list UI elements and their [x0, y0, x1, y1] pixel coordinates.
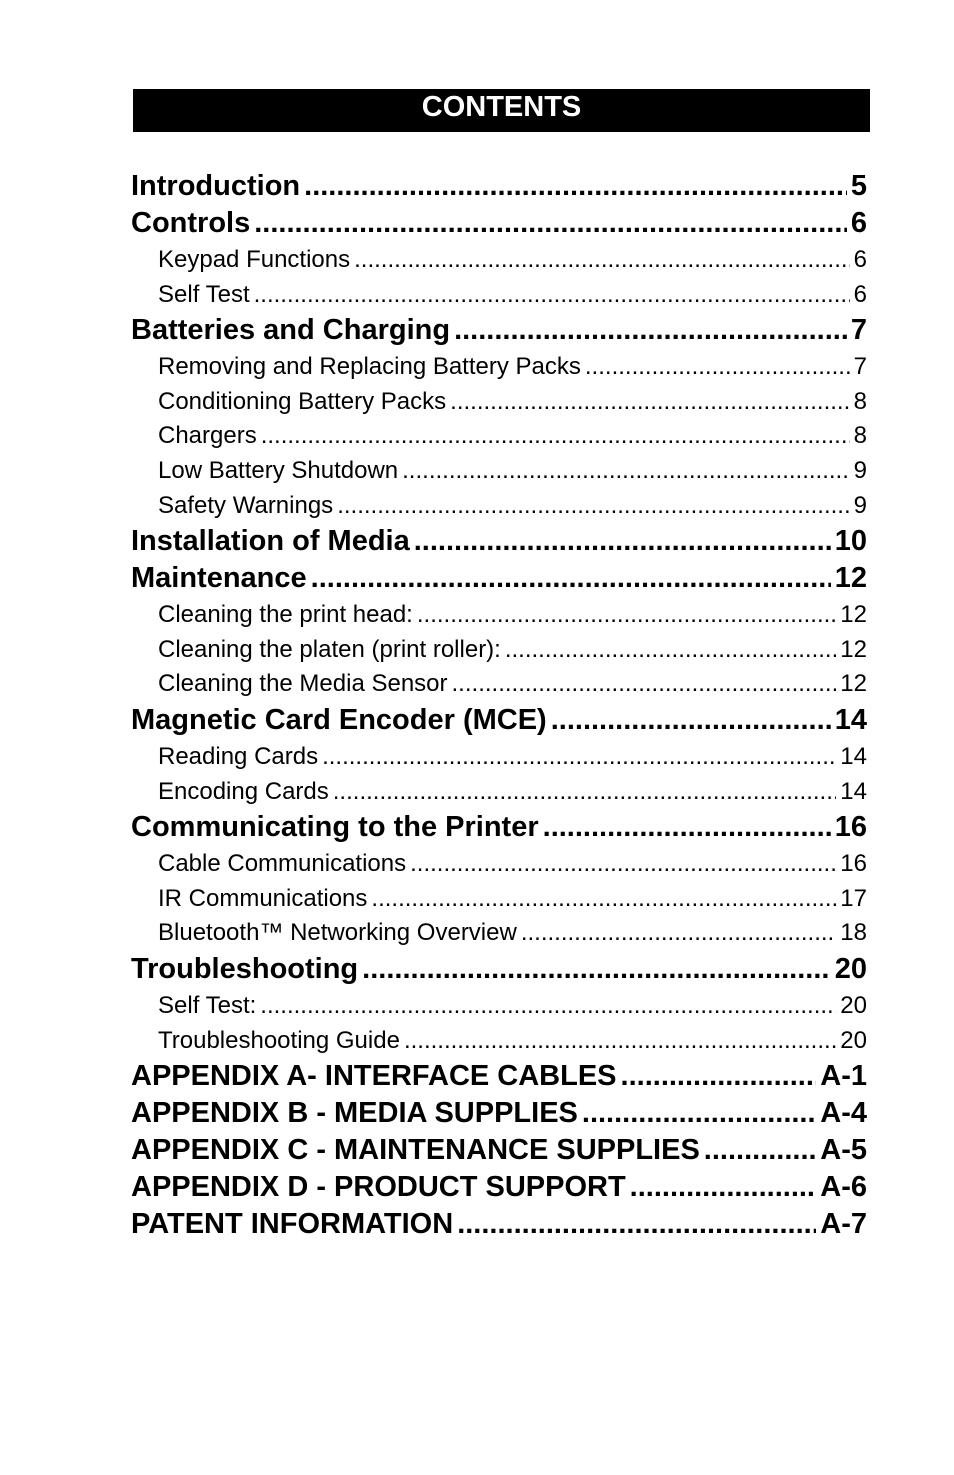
toc-entry-page-number: A-4 [820, 1097, 867, 1130]
toc-entry-label: Installation of Media [131, 525, 410, 558]
dot-leader [254, 205, 847, 242]
toc-subsection-entry [131, 882, 867, 917]
toc-entry-page-number: 6 [853, 280, 867, 308]
toc-subsection-entry [131, 775, 867, 810]
dot-leader [333, 775, 837, 810]
dot-leader [322, 740, 836, 775]
toc-entry-label: Introduction [131, 170, 301, 202]
toc-entry-page-number: 7 [853, 353, 867, 381]
dot-leader [261, 419, 850, 454]
toc-entry-page-number: A-7 [820, 1208, 867, 1241]
toc-section-entry [131, 951, 867, 988]
toc-entry-page-number: 17 [840, 884, 867, 912]
toc-entry-page-number: 10 [834, 525, 867, 558]
toc-entry-label: APPENDIX B - MEDIA SUPPLIES [131, 1097, 578, 1130]
toc-entry-label: Cable Communications [158, 850, 407, 878]
dot-leader [414, 523, 831, 560]
toc-entry-page-number: A-5 [820, 1134, 867, 1167]
toc-entry-page-number: 12 [840, 670, 867, 698]
dot-leader [454, 312, 847, 349]
toc-subsection-entry [131, 667, 867, 702]
toc-entry-label: PATENT INFORMATION [131, 1208, 454, 1241]
toc-subsection-entry [131, 243, 867, 278]
dot-leader [457, 1206, 816, 1243]
toc-entry-page-number: 14 [834, 703, 867, 736]
toc-entry-label: Troubleshooting [131, 952, 359, 985]
contents-heading: CONTENTS [133, 89, 870, 132]
dot-leader [304, 168, 847, 205]
dot-leader [585, 350, 850, 385]
toc-entry-label: APPENDIX C - MAINTENANCE SUPPLIES [131, 1134, 700, 1167]
toc-section-entry [131, 1095, 867, 1132]
dot-leader [704, 1132, 816, 1169]
toc-section-entry [131, 168, 867, 205]
toc-entry-page-number: 9 [853, 456, 867, 484]
toc-entry-label: Removing and Replacing Battery Packs [158, 353, 581, 381]
table-of-contents [131, 168, 867, 1243]
toc-entry-page-number: 12 [834, 562, 867, 595]
toc-entry-label: IR Communications [158, 884, 368, 912]
toc-subsection-entry [131, 419, 867, 454]
toc-section-entry [131, 702, 867, 739]
toc-entry-label: Cleaning the print head: [158, 601, 413, 629]
toc-entry-page-number: 12 [840, 635, 867, 663]
toc-entry-page-number: 12 [840, 601, 867, 629]
toc-entry-label: Troubleshooting Guide [158, 1026, 400, 1054]
toc-entry-label: Controls [131, 207, 251, 239]
dot-leader [521, 916, 836, 951]
toc-entry-label: Keypad Functions [158, 246, 351, 273]
toc-section-entry [131, 205, 867, 242]
toc-entry-label: Low Battery Shutdown [158, 456, 399, 484]
dot-leader [260, 989, 836, 1024]
dot-leader [254, 278, 850, 313]
toc-section-entry [131, 1206, 867, 1243]
dot-leader [543, 809, 831, 846]
dot-leader [551, 702, 831, 739]
toc-entry-page-number: 20 [834, 952, 867, 985]
dot-leader [417, 598, 836, 633]
dot-leader [505, 633, 836, 668]
toc-subsection-entry [131, 598, 867, 633]
dot-leader [450, 385, 849, 420]
toc-entry-label: Conditioning Battery Packs [158, 387, 447, 415]
toc-subsection-entry [131, 454, 867, 489]
toc-entry-page-number: 16 [840, 850, 867, 878]
dot-leader [452, 667, 837, 702]
toc-subsection-entry [131, 278, 867, 313]
toc-subsection-entry [131, 489, 867, 524]
toc-entry-page-number: 7 [850, 314, 867, 347]
toc-entry-page-number: 14 [840, 777, 867, 805]
dot-leader [362, 951, 831, 988]
toc-subsection-entry [131, 350, 867, 385]
toc-entry-page-number: A-1 [820, 1060, 867, 1093]
toc-entry-label: Magnetic Card Encoder (MCE) [131, 703, 547, 736]
toc-entry-page-number: 6 [850, 207, 867, 239]
toc-entry-label: Reading Cards [158, 742, 319, 770]
toc-entry-label: Cleaning the Media Sensor [158, 670, 448, 698]
toc-entry-label: APPENDIX A- INTERFACE CABLES [131, 1060, 617, 1093]
toc-entry-page-number: 20 [840, 991, 867, 1019]
toc-subsection-entry [131, 385, 867, 420]
toc-entry-page-number: A-6 [820, 1171, 867, 1204]
toc-section-entry [131, 1132, 867, 1169]
toc-entry-page-number: 6 [853, 246, 867, 273]
toc-entry-label: Cleaning the platen (print roller): [158, 635, 501, 663]
toc-section-entry [131, 1058, 867, 1095]
toc-subsection-entry [131, 916, 867, 951]
toc-entry-label: Safety Warnings [158, 491, 334, 519]
toc-section-entry [131, 1169, 867, 1206]
dot-leader [410, 847, 836, 882]
toc-entry-page-number: 9 [853, 491, 867, 519]
toc-section-entry [131, 560, 867, 597]
toc-entry-label: APPENDIX D - PRODUCT SUPPORT [131, 1171, 626, 1204]
toc-entry-page-number: 8 [853, 422, 867, 450]
toc-entry-label: Self Test: [158, 991, 257, 1019]
toc-entry-page-number: 14 [840, 742, 867, 770]
dot-leader [404, 1024, 836, 1059]
dot-leader [630, 1169, 817, 1206]
toc-subsection-entry [131, 633, 867, 668]
toc-section-entry [131, 809, 867, 846]
toc-entry-label: Batteries and Charging [131, 314, 451, 347]
dot-leader [337, 489, 849, 524]
toc-subsection-entry [131, 847, 867, 882]
toc-entry-page-number: 18 [840, 919, 867, 947]
toc-entry-page-number: 5 [850, 170, 867, 202]
toc-section-entry [131, 523, 867, 560]
dot-leader [311, 560, 831, 597]
toc-section-entry [131, 312, 867, 349]
toc-entry-label: Encoding Cards [158, 777, 329, 805]
toc-entry-label: Bluetooth™ Networking Overview [158, 919, 517, 947]
dot-leader [582, 1095, 816, 1132]
toc-subsection-entry [131, 740, 867, 775]
toc-entry-label: Maintenance [131, 562, 307, 595]
toc-subsection-entry [131, 989, 867, 1024]
toc-entry-page-number: 20 [840, 1026, 867, 1054]
dot-leader [621, 1058, 817, 1095]
dot-leader [354, 243, 850, 278]
toc-entry-page-number: 16 [834, 811, 867, 844]
toc-entry-label: Communicating to the Printer [131, 811, 539, 844]
toc-entry-label: Chargers [158, 422, 257, 450]
toc-entry-label: Self Test [158, 280, 250, 308]
toc-subsection-entry [131, 1024, 867, 1059]
toc-entry-page-number: 8 [853, 387, 867, 415]
dot-leader [402, 454, 850, 489]
dot-leader [371, 882, 836, 917]
